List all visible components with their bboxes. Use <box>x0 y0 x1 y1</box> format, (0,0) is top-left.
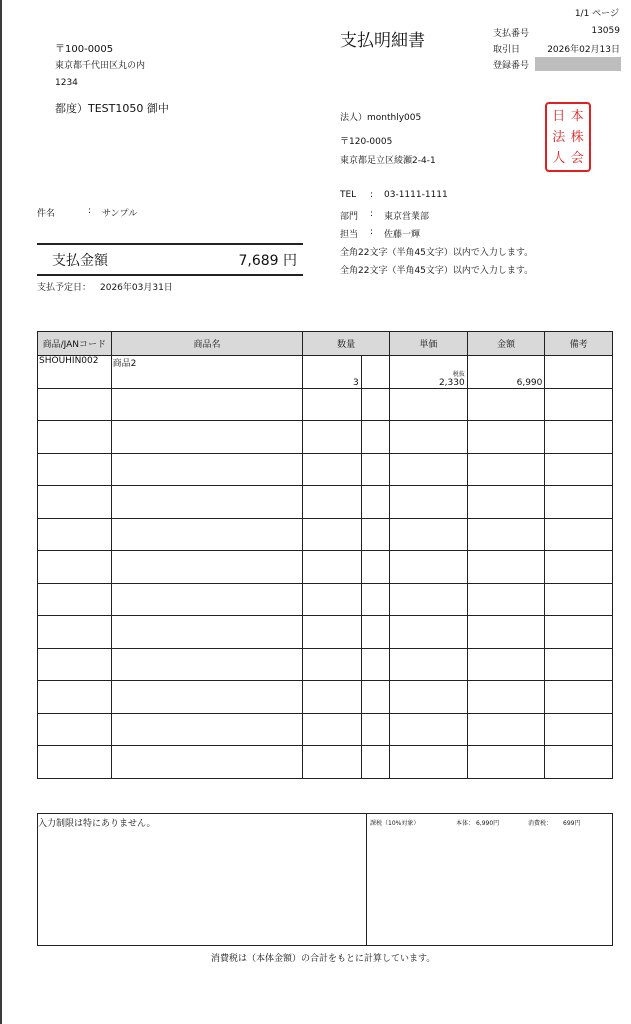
table-cell <box>38 551 112 584</box>
row-product-name: 商品2 <box>111 356 303 389</box>
table-cell <box>361 681 389 714</box>
table-cell <box>111 518 303 551</box>
table-cell <box>38 453 112 486</box>
table-cell <box>38 518 112 551</box>
registration-no-redacted <box>535 57 621 71</box>
table-cell <box>467 388 545 421</box>
table-cell <box>545 388 613 421</box>
seal-char: 会 <box>570 151 584 166</box>
table-cell <box>38 486 112 519</box>
issuer-note-1: 全角22文字（半角45文字）以内で入力します。 <box>340 248 534 258</box>
table-cell <box>38 746 112 779</box>
table-cell <box>390 583 468 616</box>
table-cell <box>111 583 303 616</box>
document-title: 支払明細書 <box>340 31 425 51</box>
table-cell <box>545 421 613 454</box>
tax-base-value: 6,990円 <box>476 820 500 827</box>
table-row <box>38 713 613 746</box>
table-cell <box>545 616 613 649</box>
table-cell <box>545 681 613 714</box>
table-cell <box>111 421 303 454</box>
dept-colon: : <box>370 209 374 219</box>
table-row <box>38 356 613 389</box>
table-cell <box>361 616 389 649</box>
person-value: 佐藤一輝 <box>384 230 421 240</box>
table-cell <box>467 518 545 551</box>
row-amount: 6,990 <box>467 356 545 389</box>
issuer-address: 東京都足立区綾瀬2-4-1 <box>340 156 436 166</box>
row-unit-cell <box>361 356 389 389</box>
table-cell <box>390 648 468 681</box>
subject-value: サンプル <box>102 209 138 219</box>
table-cell <box>545 713 613 746</box>
issuer-postal: 〒120-0005 <box>340 137 393 147</box>
row-quantity: 3 <box>303 356 362 389</box>
transaction-date: 2026年02月13日 <box>547 45 620 55</box>
table-cell <box>111 648 303 681</box>
amount-top-rule <box>37 243 303 245</box>
payment-no: 13059 <box>591 26 620 36</box>
person-label: 担当 <box>340 230 359 240</box>
table-cell <box>390 388 468 421</box>
table-cell <box>111 681 303 714</box>
header-product-name: 商品名 <box>111 332 303 356</box>
table-cell <box>111 486 303 519</box>
table-cell <box>361 551 389 584</box>
table-cell <box>390 616 468 649</box>
table-cell <box>303 681 362 714</box>
table-cell <box>361 486 389 519</box>
table-cell <box>38 388 112 421</box>
table-cell <box>390 486 468 519</box>
row-code: SHOUHIN002 <box>38 356 112 389</box>
table-row <box>38 486 613 519</box>
table-row <box>38 421 613 454</box>
table-cell <box>390 551 468 584</box>
person-colon: : <box>370 227 374 237</box>
table-row <box>38 746 613 779</box>
amount-bottom-rule <box>37 274 303 276</box>
page-number: 1/1 ページ <box>574 9 619 19</box>
tax-base-label: 本体： <box>456 820 475 827</box>
consumption-tax-value: 699円 <box>563 820 581 827</box>
table-cell <box>467 681 545 714</box>
tel-label: TEL <box>340 190 357 200</box>
table-row <box>38 518 613 551</box>
table-cell <box>303 746 362 779</box>
table-cell <box>38 648 112 681</box>
tel-colon: : <box>370 190 374 200</box>
table-cell <box>303 616 362 649</box>
table-cell <box>545 518 613 551</box>
table-row <box>38 681 613 714</box>
seal-char: 人 <box>552 151 566 166</box>
table-cell <box>390 746 468 779</box>
amount-value: 7,689 円 <box>238 253 297 269</box>
registration-no-label: 登録番号 <box>493 61 530 71</box>
table-row <box>38 551 613 584</box>
table-cell <box>467 583 545 616</box>
table-row <box>38 648 613 681</box>
header-quantity: 数量 <box>303 332 390 356</box>
table-cell <box>390 713 468 746</box>
table-cell <box>545 453 613 486</box>
recipient-address1: 東京都千代田区丸の内 <box>55 61 146 71</box>
table-cell <box>303 583 362 616</box>
table-cell <box>38 681 112 714</box>
subject-label: 件名 <box>37 209 56 219</box>
table-cell <box>361 453 389 486</box>
table-cell <box>361 583 389 616</box>
table-cell <box>111 453 303 486</box>
table-cell <box>545 486 613 519</box>
table-cell <box>303 421 362 454</box>
seal-char: 法 <box>552 130 566 145</box>
table-cell <box>38 421 112 454</box>
table-cell <box>111 551 303 584</box>
table-row <box>38 453 613 486</box>
table-cell <box>545 551 613 584</box>
payment-no-label: 支払番号 <box>493 29 530 39</box>
table-cell <box>545 746 613 779</box>
company-seal-stamp <box>545 102 591 172</box>
table-cell <box>467 551 545 584</box>
table-cell <box>303 486 362 519</box>
issuer-company: 法人）monthly005 <box>340 113 422 123</box>
table-cell <box>390 453 468 486</box>
issuer-note-2: 全角22文字（半角45文字）以内で入力します。 <box>340 266 534 276</box>
subject-colon: : <box>88 206 92 216</box>
table-cell <box>390 681 468 714</box>
table-cell <box>38 713 112 746</box>
table-header-row <box>38 332 613 356</box>
transaction-date-label: 取引日 <box>493 45 521 55</box>
remarks-text: 入力制限は特にありません。 <box>38 819 156 829</box>
tel-value: 03-1111-1111 <box>384 190 448 200</box>
table-cell <box>467 453 545 486</box>
header-code: 商品/JANコード <box>38 332 112 356</box>
table-cell <box>467 648 545 681</box>
header-unit-price: 単価 <box>390 332 468 356</box>
row-tax-excluded-note: 税抜 <box>452 370 465 378</box>
table-row <box>38 388 613 421</box>
due-value: 2026年03月31日 <box>100 283 173 293</box>
table-row <box>38 616 613 649</box>
table-cell <box>361 388 389 421</box>
table-cell <box>303 453 362 486</box>
remarks-box <box>37 813 613 946</box>
tax-label: 課税（10%対象） <box>370 820 420 827</box>
remarks-divider <box>366 814 367 945</box>
table-cell <box>303 713 362 746</box>
table-cell <box>111 746 303 779</box>
table-cell <box>467 746 545 779</box>
table-cell <box>467 616 545 649</box>
table-cell <box>390 421 468 454</box>
table-cell <box>361 518 389 551</box>
table-cell <box>303 648 362 681</box>
table-cell <box>390 518 468 551</box>
footer-note: 消費税は（本体金額）の合計をもとに計算しています。 <box>211 954 436 964</box>
table-cell <box>361 648 389 681</box>
table-cell <box>545 648 613 681</box>
amount-label: 支払金額 <box>52 253 108 269</box>
due-label: 支払予定日： <box>37 283 92 293</box>
table-cell <box>545 583 613 616</box>
table-cell <box>303 388 362 421</box>
dept-value: 東京営業部 <box>384 212 430 222</box>
seal-char: 本 <box>570 109 584 124</box>
recipient-postal: 〒100-0005 <box>55 44 114 55</box>
row-unit-price-cell <box>390 356 468 389</box>
table-cell <box>111 388 303 421</box>
row-remarks <box>545 356 613 389</box>
consumption-tax-label: 消費税： <box>528 820 553 827</box>
table-cell <box>38 616 112 649</box>
page-left-edge <box>0 0 2 1024</box>
row-unit-price: 2,330 <box>438 377 465 388</box>
table-cell <box>467 486 545 519</box>
seal-char: 日 <box>552 109 566 124</box>
table-row <box>38 583 613 616</box>
table-cell <box>111 616 303 649</box>
table-cell <box>303 518 362 551</box>
recipient-name: 都度）TEST1050 御中 <box>55 102 169 115</box>
table-cell <box>361 713 389 746</box>
table-cell <box>467 713 545 746</box>
table-cell <box>303 551 362 584</box>
seal-char: 株 <box>570 130 584 145</box>
table-cell <box>467 421 545 454</box>
dept-label: 部門 <box>340 212 359 222</box>
recipient-address2: 1234 <box>55 78 78 88</box>
table-cell <box>361 421 389 454</box>
table-cell <box>38 583 112 616</box>
header-remarks: 備考 <box>545 332 613 356</box>
items-table <box>37 331 613 779</box>
header-amount: 金額 <box>467 332 545 356</box>
table-cell <box>111 713 303 746</box>
table-cell <box>361 746 389 779</box>
